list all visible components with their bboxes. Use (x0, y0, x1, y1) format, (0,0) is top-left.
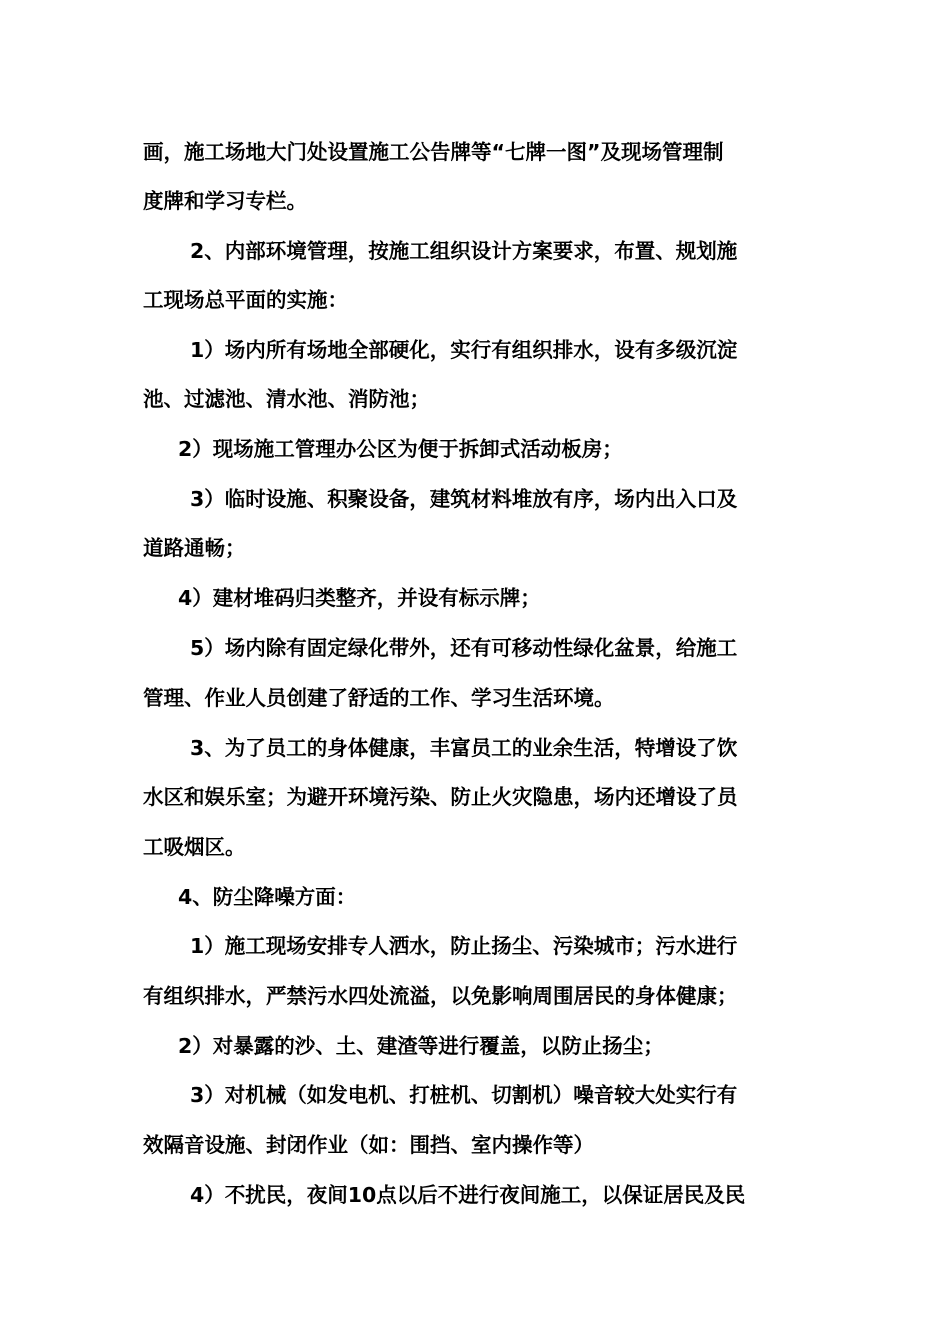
text-line: 水区和娱乐室；为避开环境污染、防止火灾隐患，场内还增设了员 (143, 785, 738, 809)
text-line: 工现场总平面的实施： (143, 288, 348, 312)
text-line: 3）对机械（如发电机、打桩机、切割机）噪音较大处实行有 (190, 1083, 738, 1107)
text-line: 3、为了员工的身体健康，丰富员工的业余生活，特增设了饮 (190, 736, 738, 760)
text-line: 4）不扰民，夜间10点以后不进行夜间施工，以保证居民及民 (190, 1183, 746, 1207)
text-line: 4、防尘降噪方面： (178, 885, 357, 909)
text-line: 有组织排水，严禁污水四处流溢，以免影响周围居民的身体健康； (143, 984, 738, 1008)
text-line: 工吸烟区。 (143, 835, 246, 859)
text-line: 5）场内除有固定绿化带外，还有可移动性绿化盆景，给施工 (190, 636, 738, 660)
text-line: 画，施工场地大门处设置施工公告牌等“七牌一图”及现场管理制 (143, 140, 724, 164)
text-line: 1）施工现场安排专人洒水，防止扬尘、污染城市；污水进行 (190, 934, 738, 958)
text-line: 2、内部环境管理，按施工组织设计方案要求，布置、规划施 (190, 239, 738, 263)
text-line: 效隔音设施、封闭作业（如：围挡、室内操作等） (143, 1133, 594, 1157)
text-line: 池、过滤池、清水池、消防池； (143, 387, 430, 411)
text-line: 3）临时设施、积聚设备，建筑材料堆放有序，场内出入口及 (190, 487, 738, 511)
text-line: 2）对暴露的沙、土、建渣等进行覆盖，以防止扬尘； (178, 1034, 664, 1058)
text-line: 1）场内所有场地全部硬化，实行有组织排水，设有多级沉淀 (190, 338, 738, 362)
text-line: 度牌和学习专栏。 (143, 189, 307, 213)
text-line: 2）现场施工管理办公区为便于拆卸式活动板房； (178, 437, 623, 461)
text-line: 4）建材堆码归类整齐，并设有标示牌； (178, 586, 541, 610)
text-line: 管理、作业人员创建了舒适的工作、学习生活环境。 (143, 686, 615, 710)
text-line: 道路通畅； (143, 536, 246, 560)
